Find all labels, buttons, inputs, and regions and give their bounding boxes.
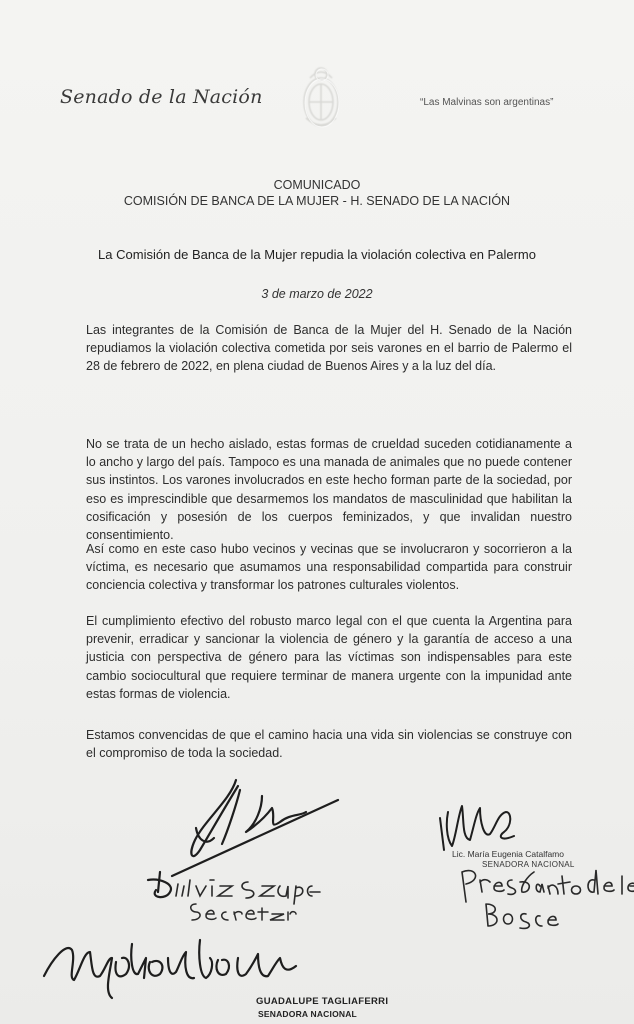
handwritten-name-secretaria <box>176 880 320 904</box>
letterhead-motto: “Las Malvinas son argentinas” <box>420 97 554 108</box>
document-headline: La Comisión de Banca de la Mujer repudia la violación colectiva en Palermo <box>98 247 536 262</box>
body-paragraph: El cumplimiento efectivo del robusto marco legal con el que cuenta la Argentina para prevenir, erradicar y sancionar la violencia de género y la garantía de acceso a una justicia con perspectiva de género para las víctimas son indispensables para este cambio sociocultural que requiere terminar de manera urgente con la impunidad ante estas formas de violencia. <box>86 614 572 701</box>
signature-tagliaferri <box>44 940 296 998</box>
signature-catalfamo <box>440 806 514 850</box>
senate-seal-emblem <box>298 62 344 134</box>
handwritten-note-catalfamo <box>462 870 634 928</box>
body-paragraph: No se trata de un hecho aislado, estas formas de crueldad suceden cotidianamente a lo ancho y largo del país. Tampoco es una manada de animales que no puede contener sus instintos. Los varones involucrados en este hecho forman parte de la sociedad, por eso es imprescindible que desarmemos los mandatos de masculinidad que habilitan la cosificación y posesión de los cuerpos feminizados, y que invalidan nuestro consentimiento. <box>86 437 572 543</box>
document-label: COMUNICADO <box>273 178 361 192</box>
letterhead-institution: Senado de la Nación <box>60 86 263 108</box>
document-date: 3 de marzo de 2022 <box>261 287 373 301</box>
signature-secretaria <box>148 780 338 897</box>
body-paragraph: Estamos convencidas de que el camino hacia una vida sin violencias se construye con el compromiso de toda la sociedad. <box>86 728 572 761</box>
stamp-name-catalfamo: Lic. María Eugenia Catalfamo <box>452 849 564 859</box>
body-paragraph: Las integrantes de la Comisión de Banca de la Mujer del H. Senado de la Nación repudiamos la violación colectiva cometida por seis varones en el barrio de Palermo el 28 de febrero de 2022, en plena ciudad de Buenos Aires y a la luz del día. <box>86 323 572 374</box>
stamp-title-catalfamo: SENADORA NACIONAL <box>482 860 575 869</box>
stamp-title-tagliaferri: SENADORA NACIONAL <box>258 1009 357 1019</box>
stamp-name-tagliaferri: GUADALUPE TAGLIAFERRI <box>256 996 389 1007</box>
commission-name: COMISIÓN DE BANCA DE LA MUJER - H. SENADO DE LA NACIÓN <box>123 194 511 208</box>
body-paragraph: Así como en este caso hubo vecinos y vecinas que se involucraron y socorrieron a la víctima, es necesario que asumamos una responsabilidad compartida para construir conciencia colectiva y transformar los patrones culturales violentos. <box>86 542 572 593</box>
handwritten-role-secretaria <box>191 904 296 920</box>
